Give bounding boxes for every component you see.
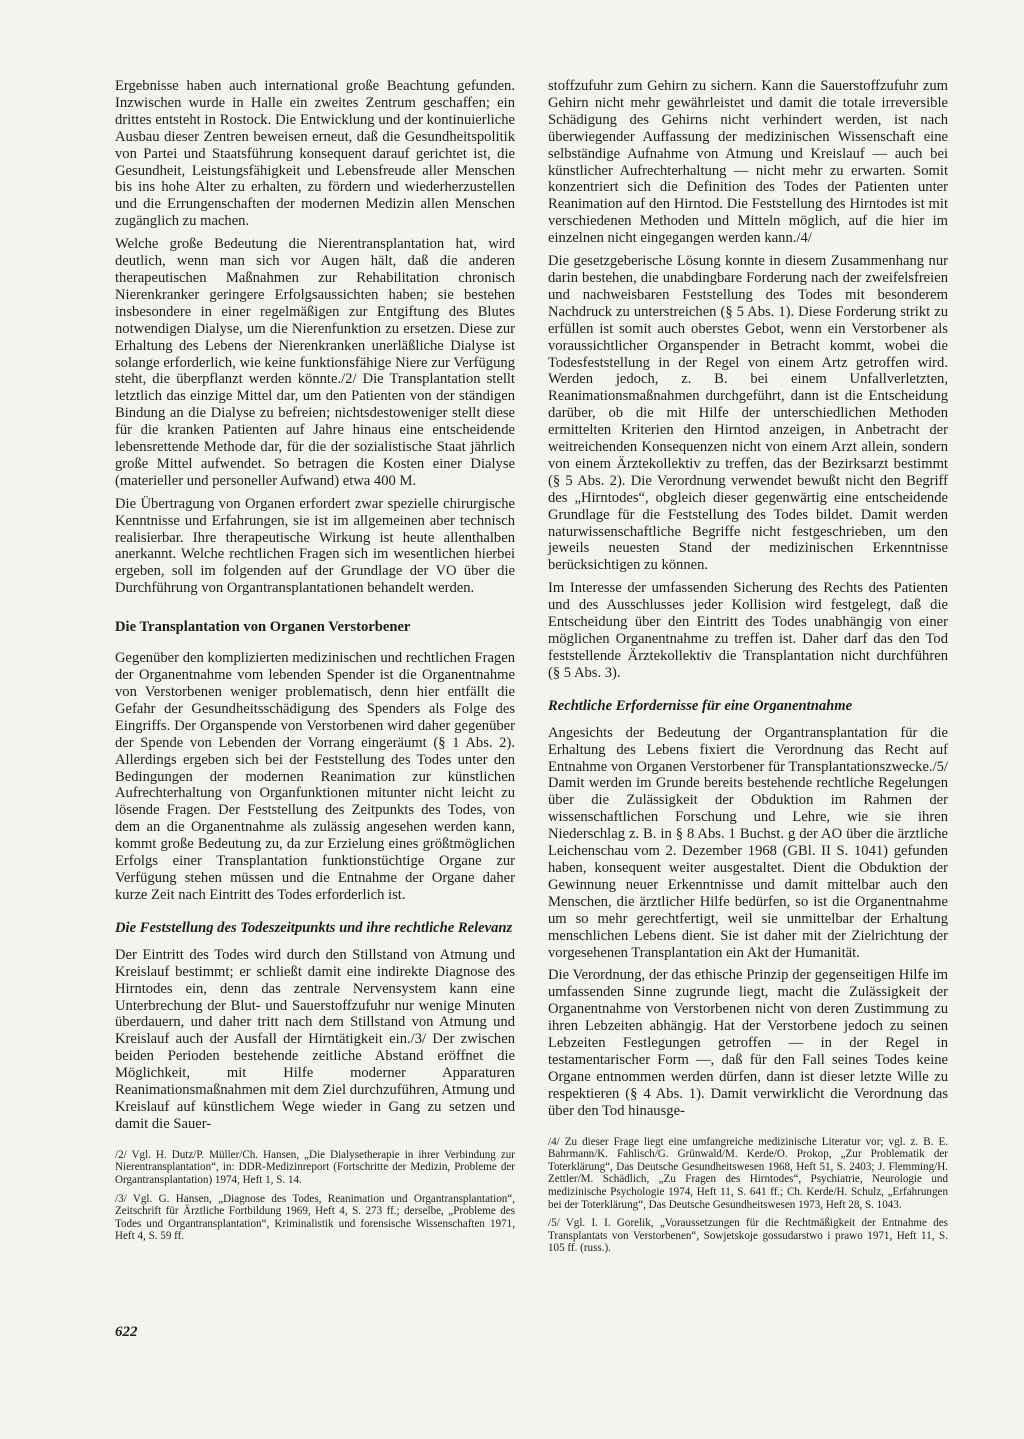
page-number: 622 <box>115 1324 138 1340</box>
body-paragraph: Die Verordnung, der das ethische Prinzip der gegenseitigen Hilfe im umfassenden Sinne zugrunde liegt, macht die Zulässigkeit der Organentnahme von Verstorbenen nicht von deren Zustimmung zu ihren Lebzeiten abhängig. Hat der Verstorbene jedoch zu seinen Lebzeiten Festlegungen getroffen — in der Regel in testamentarischer Form —, daß für den Fall seines Todes keine Organe entnommen werden dürfen, dann ist dieser letzte Wille zu respektieren (§ 4 Abs. 1). Damit verwirklicht die Verordnung das über den Tod hinausge- <box>548 967 948 1119</box>
footnote-4: /4/ Zu dieser Frage liegt eine umfangreiche medizinische Literatur vor; vgl. z. B. E. Bahrmann/K. Fahlisch/G. Grünwald/M. Kerde/O. Prokop, „Zur Problematik der Toterklärung“, Das Deutsche Gesundheitswesen 1968, Heft 51, S. 2403; J. Flemming/H. Zettler/M. Schädlich, „Zu Fragen des Hirntodes“, Psychiatrie, Neurologie und medizinische Psychologie 1974, Heft 11, S. 641 ff.; Ch. Kerde/H. Schulz, „Erfahrungen bei der Toterklärung“, Das Deutsche Gesundheitswesen 1973, Heft 28, S. 1043. <box>548 1135 948 1211</box>
section-heading: Die Transplantation von Organen Verstorbener <box>115 619 411 636</box>
body-paragraph: Die Übertragung von Organen erfordert zwar spezielle chirurgische Kenntnisse und Erfahrungen, sie ist im allgemeinen aber technisch realisierbar. Ihre therapeutische Wirkung ist heute allenthalben anerkannt. Welche rechtlichen Fragen sich im wesentlichen hierbei ergeben, soll im folgenden auf der Grundlage der VO über die Durchführung von Organtransplantationen behandelt werden. <box>115 495 515 597</box>
body-paragraph: stoffzufuhr zum Gehirn zu sichern. Kann die Sauerstoffzufuhr zum Gehirn nicht mehr gewährleistet und damit die totale irreversible Schädigung des Gehirns nicht verhindert werden, ist nach überwiegender Auffassung der medizinischen Wissenschaft eine selbständige Aufnahme von Atmung und Kreislauf — auch bei künstlicher Aufrechterhaltung — nicht mehr zu erwarten. Somit konzentriert sich die Definition des Todes der Patienten unter Reanimation auf den Hirntod. Die Feststellung des Hirntodes ist mit verschiedenen Methoden und Mitteln möglich, auf die hier im einzelnen nicht eingegangen werden kann./4/ <box>548 78 948 247</box>
subsection-heading: Rechtliche Erfordernisse für eine Organentnahme <box>548 697 853 714</box>
body-paragraph: Der Eintritt des Todes wird durch den Stillstand von Atmung und Kreislauf bestimmt; er schließt damit eine indirekte Diagnose des Hirntodes ein, denn das zentrale Nervensystem kann eine Unterbrechung der Blut- und Sauerstoffzufuhr nur wenige Minuten überdauern, und daher tritt nach dem Stillstand von Atmung und Kreislauf auch der Ausfall der Hirntätigkeit ein./3/ Der zwischen beiden Perioden bestehende zeitliche Abstand eröffnet die Möglichkeit, mit Hilfe moderner Apparaturen Reanimationsmaßnahmen mit dem Ziel durchzuführen, Atmung und Kreislauf auf künstlichem Wege wieder in Gang zu setzen und damit die Sauer- <box>115 946 515 1132</box>
footnote-3: /3/ Vgl. G. Hansen, „Diagnose des Todes, Reanimation und Organtransplantation“, Zeitschrift für Ärztliche Fortbildung 1969, Heft 4, S. 273 ff.; derselbe, „Probleme des Todes und Organtransplantation“, Kriminalistik und forensische Wissenschaften 1971, Heft 4, S. 59 ff. <box>115 1192 515 1243</box>
right-column <box>548 78 948 1261</box>
footnote-5: /5/ Vgl. I. I. Gorelik, „Voraussetzungen für die Rechtmäßigkeit der Entnahme des Transplantats von Verstorbenen“, Sowjetskoje gossudarstwo i prawo 1971, Heft 11, S. 105 ff. (russ.). <box>548 1217 948 1255</box>
footnotes <box>115 1149 515 1243</box>
body-paragraph: Ergebnisse haben auch international große Beachtung gefunden. Inzwischen wurde in Halle ein zweites Zentrum geschaffen; ein drittes entsteht in Rostock. Die Entwicklung und der kontinuierliche Ausbau dieser Zentren beweisen erneut, daß die Gesundheitspolitik von Partei und Staatsführung konsequent darauf gerichtet ist, die Gesundheit, Leistungsfähigkeit und Lebensfreude aller Menschen bis ins hohe Alter zu erhalten, zu fördern und wiederherzustellen und die Errungenschaften der modernen Medizin allen Menschen zugänglich zu machen. <box>115 78 515 230</box>
body-paragraph: Angesichts der Bedeutung der Organtransplantation für die Erhaltung des Lebens fixiert die Verordnung das Recht auf Entnahme von Organen Verstorbener für Transplantationszwecke./5/ Damit werden im Grunde bereits bestehende rechtliche Regelungen über die Zulässigkeit der Obduktion im Rahmen der wissenschaftlichen Forschung und Lehre, wie sie ihren Niederschlag z. B. in § 8 Abs. 1 Buchst. g der AO über die ärztliche Leichenschau vom 2. Dezember 1968 (GBl. II S. 1041) gefunden haben, konsequent weiter ausgestaltet. Dient die Obduktion der Gewinnung neuer Erkenntnisse und damit mittelbar auch den Menschen, die ärztlicher Hilfe bedürfen, so ist die Organentnahme um so mehr gerechtfertigt, weil sie unmittelbar der Erhaltung menschlichen Lebens dient. Sie ist daher mit der Zielrichtung der vorgesehenen Transplantation ein Akt der Humanität. <box>548 724 948 961</box>
left-column <box>115 78 515 1249</box>
subsection-heading: Die Feststellung des Todeszeitpunkts und ihre rechtliche Relevanz <box>115 919 513 936</box>
footnotes <box>548 1136 948 1255</box>
body-paragraph: Welche große Bedeutung die Nierentransplantation hat, wird deutlich, wenn man sich vor Augen hält, daß die anderen therapeutischen Maßnahmen zur Rehabilitation chronisch Nierenkranker geringere Erfolgsaussichten haben; sie bestehen insbesondere in einer regelmäßigen zur Entgiftung des Blutes notwendigen Dialyse, um die Nierenfunktion zu ersetzen. Diese zur Erhaltung des Lebens der Nierenkranken unerläßliche Dialyse ist solange erforderlich, wie keine funktionsfähige Niere zur Verfügung steht, die überpflanzt werden könnte./2/ Die Transplantation stellt letztlich das einzige Mittel dar, um den Patienten von der ständigen Bindung an die Dialyse zu befreien; nichtsdestoweniger stellt diese für die kranken Patienten auf Jahre hinaus eine entscheidende lebensrettende Methode dar, für die der sozialistische Staat jährlich große Mittel aufwendet. So betragen die Kosten einer Dialyse (materieller und personeller Aufwand) etwa 400 M. <box>115 236 515 489</box>
footnote-2: /2/ Vgl. H. Dutz/P. Müller/Ch. Hansen, „Die Dialysetherapie in ihrer Verbindung zur Nierentransplantation“, in: DDR-Medizinreport (Fortschritte der Medizin, Probleme der Organtransplantation) 1974, Heft 1, S. 14. <box>115 1148 515 1186</box>
body-paragraph: Die gesetzgeberische Lösung konnte in diesem Zusammenhang nur darin bestehen, die unabdingbare Forderung nach der zweifelsfreien und nachweisbaren Feststellung des Todes mit besonderem Nachdruck zu unterstreichen (§ 5 Abs. 1). Diese Forderung strikt zu erfüllen ist somit auch oberstes Gebot, wenn ein Verstorbener als voraussichtlicher Organspender in Betracht kommt, wobei die Todesfeststellung in der Regel von einem Artz getroffen wird. Werden jedoch, z. B. bei einem Unfallverletzten, Reanimationsmaßnahmen durchgeführt, dann ist die Entscheidung darüber, ob die mit Hilfe der unterschiedlichen Methoden ermittelten Kriterien den Hirntod anzeigen, in Anbetracht der weitreichenden Konsequenzen nicht von einem Arzt allein, sondern von einem Ärztekollektiv zu treffen, das der Bezirksarzt bestimmt (§ 5 Abs. 2). Die Verordnung verwendet bewußt nicht den Begriff des „Hirntodes“, obgleich dieser gegenwärtig eine entscheidende Grundlage für die Feststellung des Todes bildet. Damit werden naturwissenschaftliche Begriffe nicht festgeschrieben, um den jeweils neuesten Stand der medizinischen Erkenntnisse berücksichtigen zu können. <box>548 253 948 574</box>
body-paragraph: Im Interesse der umfassenden Sicherung des Rechts des Patienten und des Ausschlusses jeder Kollision wird festgelegt, daß die Entscheidung über den Eintritt des Todes unabhängig von einer möglichen Organentnahme zu treffen ist. Daher darf das den Tod feststellende Ärztekollektiv die Transplantation nicht durchführen (§ 5 Abs. 3). <box>548 580 948 681</box>
body-paragraph: Gegenüber den komplizierten medizinischen und rechtlichen Fragen der Organentnahme vom lebenden Spender ist die Organentnahme von Verstorbenen weniger problematisch, denn hier entfällt die Gefahr der Gesundheitsschädigung des Spenders als Folge des Eingriffs. Der Organspende von Verstorbenen wird daher gegenüber der Spende von Lebenden der Vorrang eingeräumt (§ 1 Abs. 2). Allerdings ergeben sich bei der Feststellung des Todes unter den Bedingungen der modernen Reanimation zur künstlichen Aufrechterhaltung von Organfunktionen mitunter nicht leicht zu lösende Fragen. Der Feststellung des Zeitpunkts des Todes, von dem an die Organentnahme als zulässig angesehen werden kann, kommt große Bedeutung zu, da zur Erzielung eines größtmöglichen Erfolgs einer Transplantation funktionstüchtige Organe zur Verfügung stehen müssen und die Entnahme der Organe daher kurze Zeit nach Eintritt des Todes erforderlich ist. <box>115 650 515 903</box>
